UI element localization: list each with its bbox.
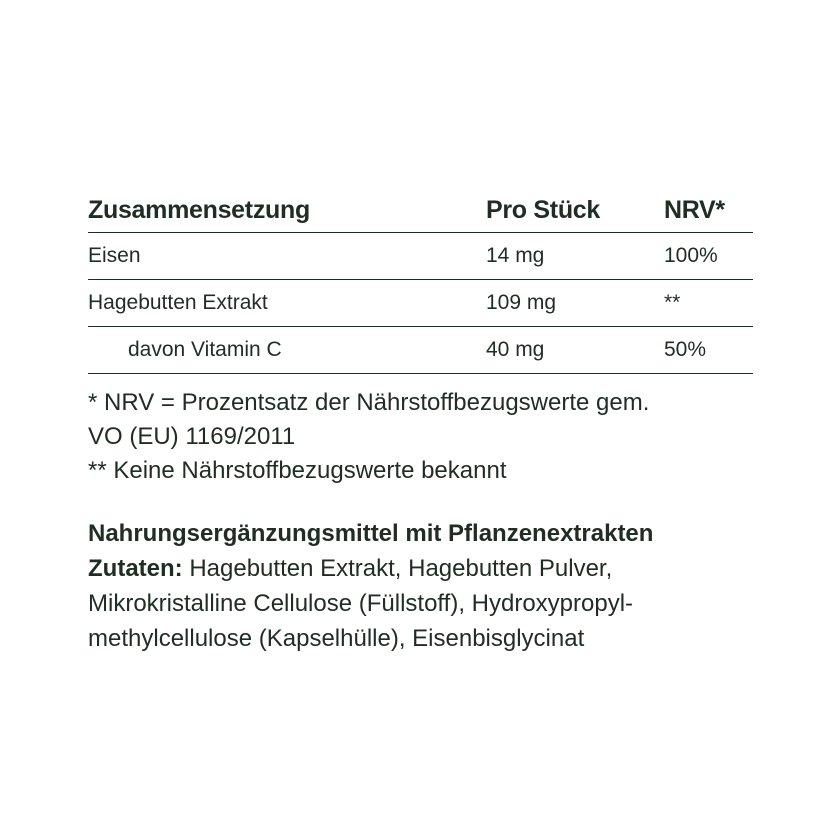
footnote-regulation: VO (EU) 1169/2011 [88, 423, 296, 450]
table-row [88, 327, 753, 374]
composition-table-container [88, 186, 753, 374]
product-info [88, 516, 788, 656]
footnote-nrv: * NRV = Prozentsatz der Nährstoffbezugswerte gem. [88, 389, 650, 416]
ingredients-text-1: Hagebutten Extrakt, Hagebutten Pulver, [182, 555, 613, 582]
header-composition: Zusammensetzung [88, 186, 486, 233]
row-amount: 14 mg [486, 233, 664, 280]
row-nrv: 100% [664, 233, 753, 280]
composition-table [88, 186, 753, 374]
table-row [88, 233, 753, 280]
ingredients-line-1 [88, 551, 788, 586]
ingredients-line-3: methylcellulose (Kapselhülle), Eisenbisglycinat [88, 625, 585, 652]
row-nrv: 50% [664, 327, 753, 374]
row-name: Eisen [88, 233, 486, 280]
footnotes [88, 386, 788, 488]
ingredients-label: Zutaten: [88, 555, 183, 582]
product-type-title: Nahrungsergänzungsmittel mit Pflanzenextrakten [88, 520, 654, 547]
row-amount: 109 mg [486, 280, 664, 327]
table-header-row [88, 186, 753, 233]
footnote-no-reference: ** Keine Nährstoffbezugswerte bekannt [88, 457, 507, 484]
row-name: Hagebutten Extrakt [88, 280, 486, 327]
row-name: davon Vitamin C [88, 327, 486, 374]
header-nrv: NRV* [664, 186, 753, 233]
table-row [88, 280, 753, 327]
header-per-piece: Pro Stück [486, 186, 664, 233]
row-nrv: ** [664, 280, 753, 327]
row-amount: 40 mg [486, 327, 664, 374]
ingredients-line-2: Mikrokristalline Cellulose (Füllstoff), Hydroxypropyl- [88, 590, 634, 617]
